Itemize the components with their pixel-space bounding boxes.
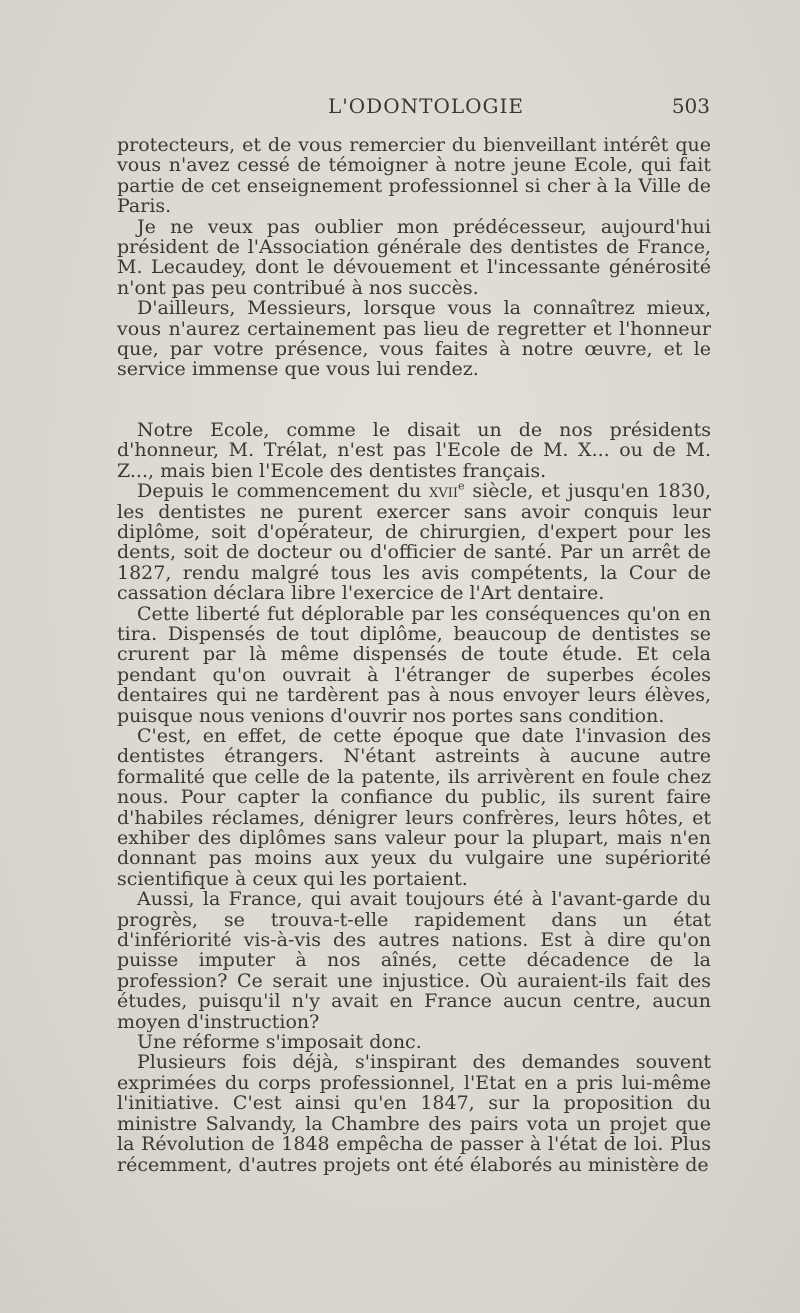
paragraph: Je ne veux pas oublier mon prédécesseur, aujourd'hui président de l'Association générale des dentistes de France, M. Lecaudey, dont le dévouement et l'incessante générosité n'ont pas peu contribué à nos succès. bbox=[117, 215, 711, 299]
section-break bbox=[117, 380, 711, 420]
text-run: Depuis le commencement du bbox=[137, 480, 430, 503]
paragraph bbox=[117, 481, 711, 603]
paragraph: Une réforme s'imposait donc. bbox=[137, 1031, 422, 1054]
paragraph: Plusieurs fois déjà, s'inspirant des demandes souvent exprimées du corps professionnel, l'Etat en a pris lui-même l'initiative. C'est ainsi qu'en 1847, sur la proposition du ministre Salvandy, la Chambre des pairs vota un projet que la Révolution de 1848 empêcha de passer à l'état de loi. Plus récemment, d'autres projets ont été élaborés au ministère de bbox=[117, 1051, 711, 1176]
page-header bbox=[118, 94, 710, 124]
paragraph: D'ailleurs, Messieurs, lorsque vous la connaîtrez mieux, vous n'aurez certainement pas lieu de regretter et l'honneur que, par votre présence, vous faites à notre œuvre, et le service immense que vous lui rendez. bbox=[117, 297, 711, 381]
text-run: siècle, et jusqu'en 1830, les dentistes ne purent exercer sans avoir conquis leur diplôme, soit d'opérateur, de chirurgien, d'expert pour les dents, soit de docteur ou d'officier de santé. Par un arrêt de 1827, rendu malgré tous les avis compétents, la Cour de cassation déclara libre l'exercice de l'Art dentaire. bbox=[117, 480, 711, 605]
running-title: L'ODONTOLOGIE bbox=[328, 94, 524, 118]
paragraph: Notre Ecole, comme le disait un de nos présidents d'honneur, M. Trélat, n'est pas l'Ecole de M. X... ou de M. Z..., mais bien l'Ecole des dentistes français. bbox=[117, 418, 711, 482]
paragraph: C'est, en effet, de cette époque que date l'invasion des dentistes étrangers. N'étant astreints à aucune autre formalité que celle de la patente, ils arrivèrent en foule chez nous. Pour capter la confiance du public, ils surent faire d'habiles réclames, dénigrer leurs confrères, leurs hôtes, et exhiber des diplômes sans valeur pour la plupart, mais n'en donnant pas moins aux yeux du vulgaire une supériorité scientifique à ceux qui les portaient. bbox=[117, 724, 711, 890]
paragraph: Cette liberté fut déplorable par les conséquences qu'on en tira. Dispensés de tout diplôme, beaucoup de dentistes se crurent par là même dispensés de toute étude. Et cela pendant qu'on ouvrait à l'étranger de superbes écoles dentaires qui ne tardèrent pas à nous envoyer leurs élèves, puisque nous venions d'ouvrir nos portes sans condition. bbox=[117, 602, 711, 727]
paragraph: Aussi, la France, qui avait toujours été à l'avant-garde du progrès, se trouva-t-elle rapidement dans un état d'infériorité vis-à-vis des autres nations. Est à dire qu'on puisse imputer à nos aînés, cette décadence de la profession? Ce serait une injustice. Où auraient-ils fait des études, puisqu'il n'y avait en France aucun centre, aucun moyen d'instruction? bbox=[117, 888, 711, 1033]
superscript: e bbox=[458, 479, 465, 493]
century-numeral: xvii bbox=[429, 480, 459, 503]
page-number: 503 bbox=[671, 94, 710, 118]
paragraph: protecteurs, et de vous remercier du bienveillant intérêt que vous n'avez cessé de témoigner à notre jeune Ecole, qui fait partie de cet enseignement professionnel si cher à la Ville de Paris. bbox=[117, 134, 711, 218]
body-text bbox=[117, 135, 711, 1175]
